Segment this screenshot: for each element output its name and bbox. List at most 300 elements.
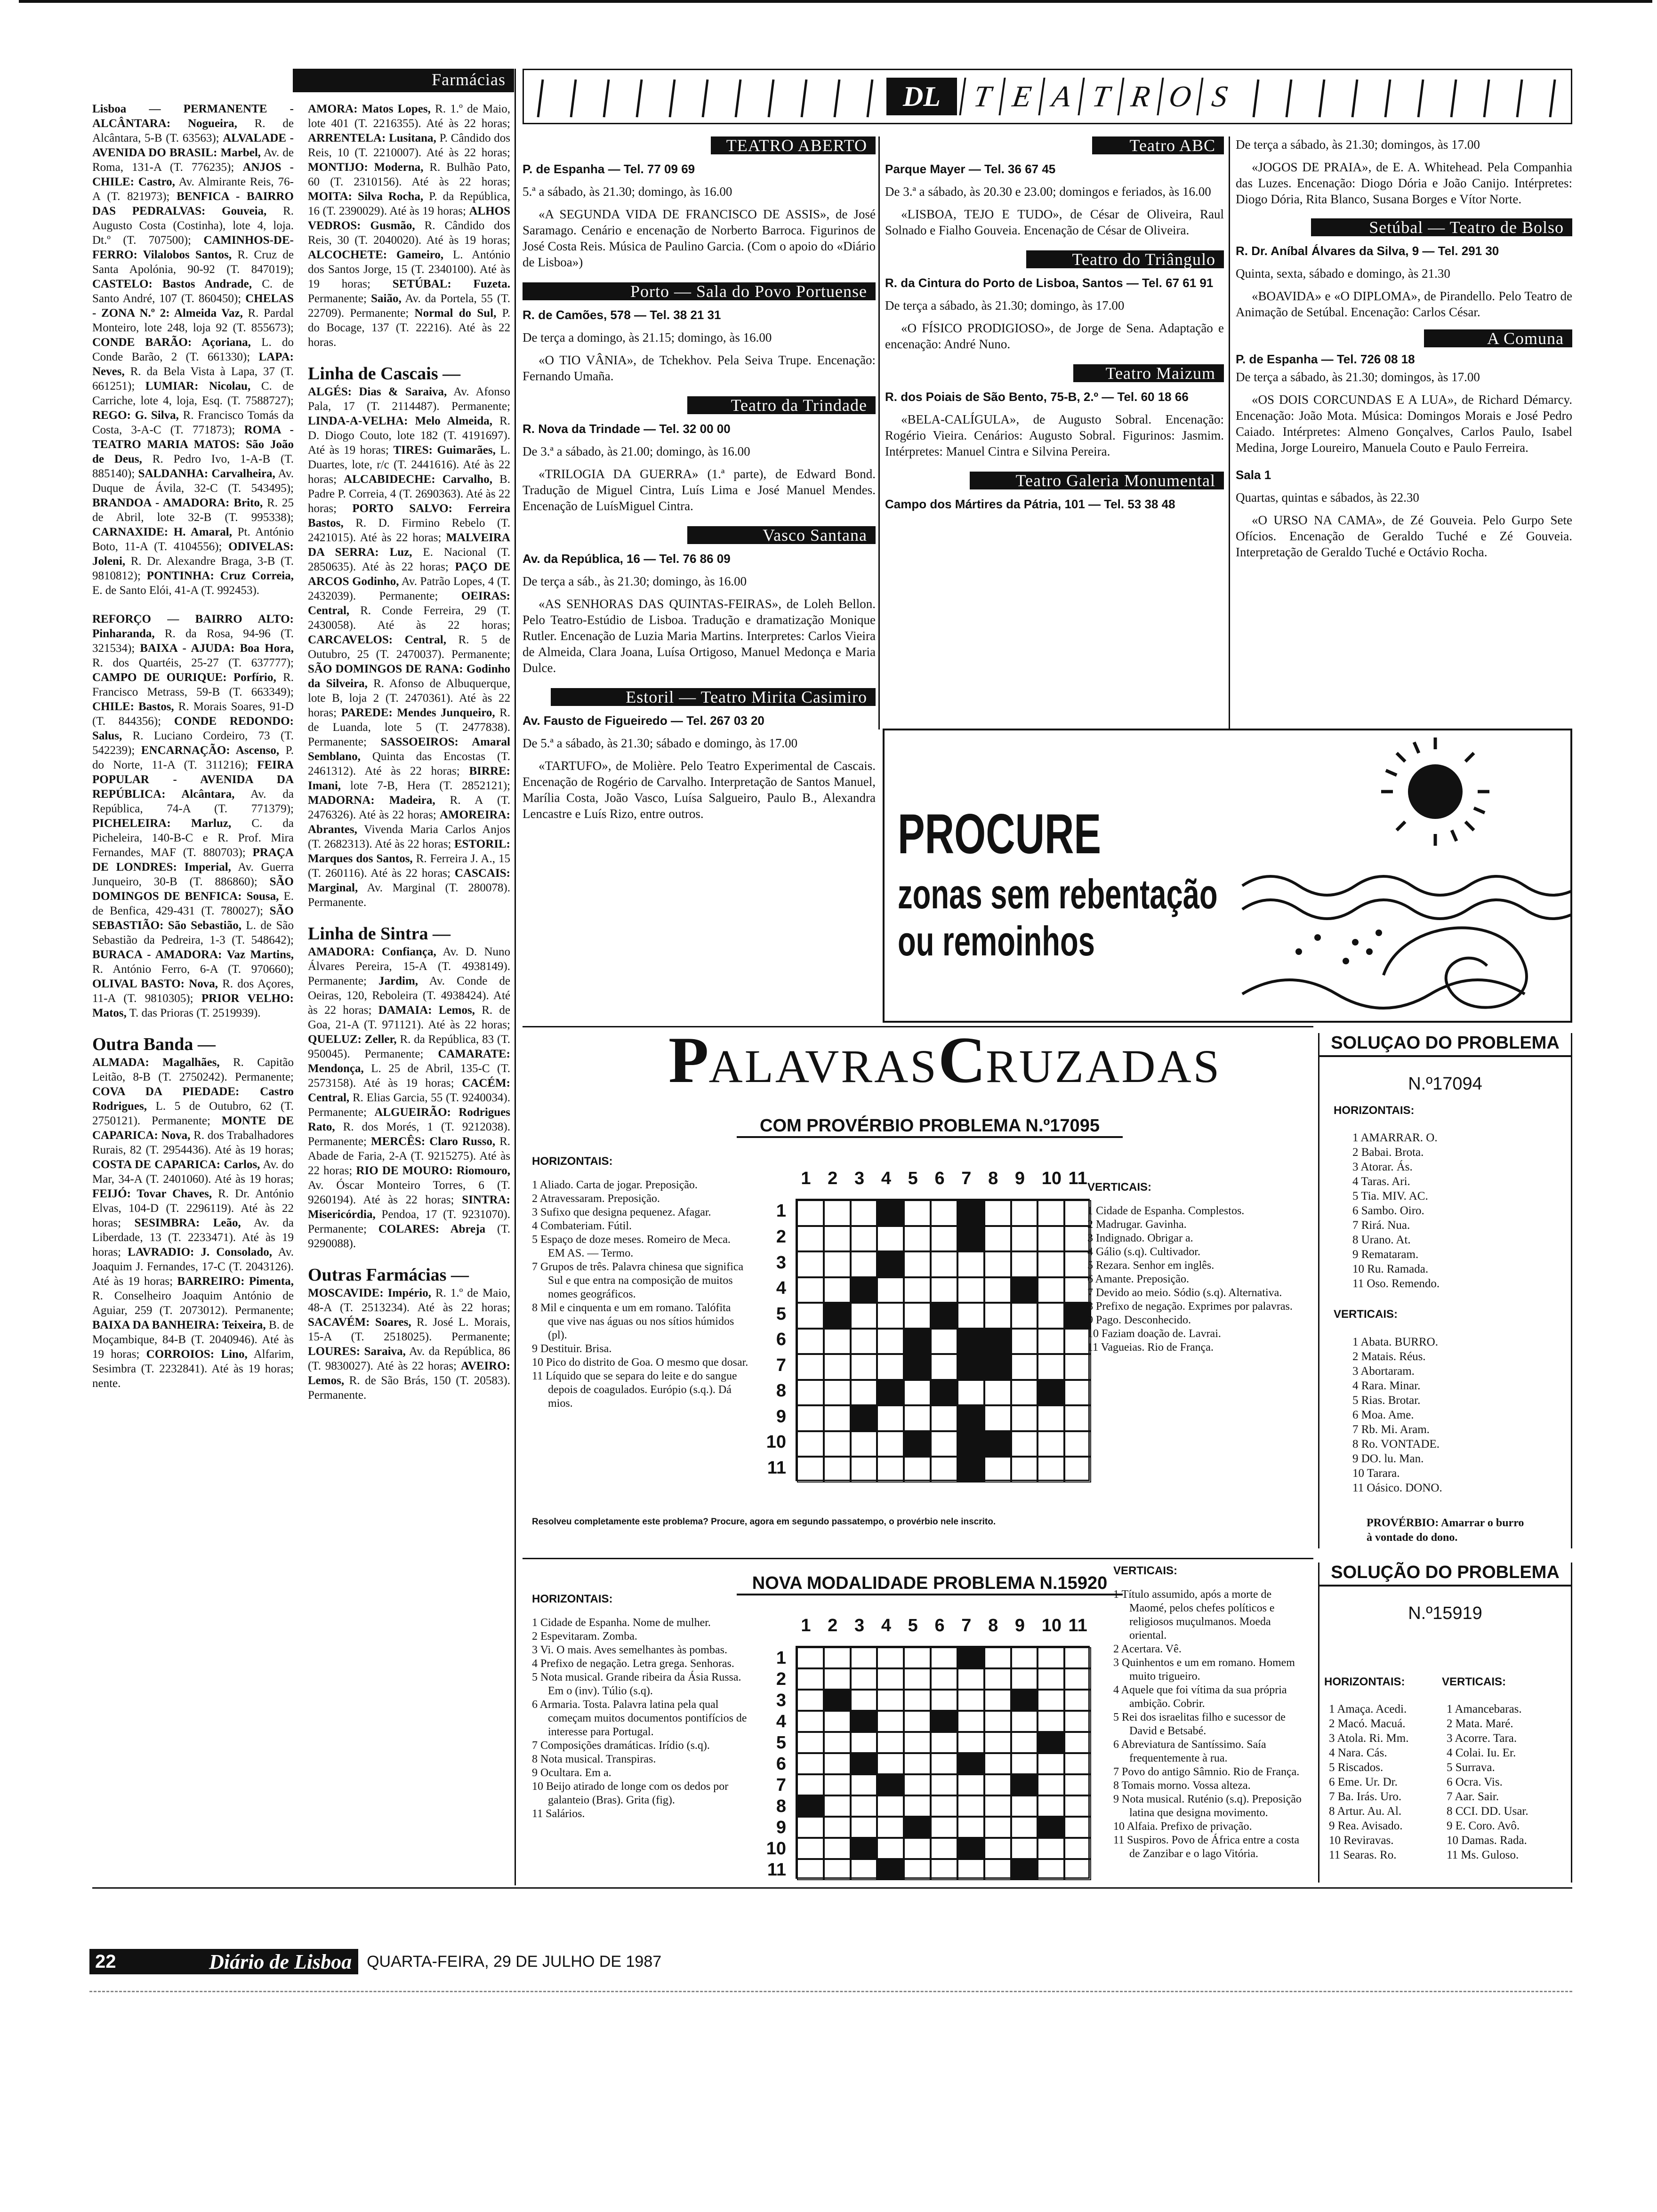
grid-cell[interactable] (1011, 1647, 1038, 1668)
grid-cell[interactable] (984, 1774, 1011, 1795)
grid-cell[interactable] (851, 1732, 877, 1753)
grid-black-square (1038, 1817, 1064, 1838)
grid-cell[interactable] (984, 1380, 1011, 1406)
cw2-h-list (532, 1616, 748, 1821)
grid-cell[interactable] (877, 1457, 904, 1483)
grid-cell[interactable] (877, 1329, 904, 1354)
cw2-v-clue: 2 Acertara. Vê. (1113, 1643, 1182, 1655)
theatre-block (885, 250, 1224, 352)
pharmacy-lisboa-details-2: Av. Almirante Reis, 76-A (T. 821973); (92, 176, 294, 203)
grid-cell[interactable] (931, 1200, 957, 1226)
grid-cell[interactable] (984, 1859, 1011, 1880)
grid-cell[interactable] (797, 1405, 824, 1431)
grid-cell[interactable] (984, 1753, 1011, 1774)
grid-cell[interactable] (824, 1457, 851, 1483)
comuna-sala-schedule: Quartas, quintas e sábados, às 22.30 (1236, 490, 1419, 505)
grid-cell[interactable] (1038, 1277, 1064, 1303)
grid-black-square (1011, 1277, 1038, 1303)
grid-cell[interactable] (797, 1329, 824, 1354)
grid-cell[interactable] (851, 1647, 877, 1668)
grid-cell[interactable] (851, 1431, 877, 1457)
col3-first-play: «JOGOS DE PRAIA», de E. A. Whitehead. Pela Companhia das Luzes. Encenação: Diogo Dória e João Canijo. Intérpretes: Diogo Dória, Rita Blanco, Susana Borges e Vítor Norte. (1236, 160, 1572, 206)
theatre-name-header: Teatro do Triângulo (1026, 250, 1224, 268)
grid-cell[interactable] (1038, 1668, 1064, 1690)
grid-cell[interactable] (851, 1251, 877, 1277)
grid-cell[interactable] (1064, 1859, 1091, 1880)
grid-cell[interactable] (1011, 1668, 1038, 1690)
grid-col-number: 2 (828, 1616, 838, 1635)
grid-cell[interactable] (984, 1668, 1011, 1690)
grid-cell[interactable] (904, 1753, 931, 1774)
cw2-grid[interactable] (796, 1646, 1090, 1879)
grid-cell[interactable] (797, 1711, 824, 1732)
theatre-block (885, 136, 1224, 238)
theatre-schedule: 5.ª a sábado, às 21.30; domingo, às 16.00 (523, 184, 732, 199)
grid-cell[interactable] (824, 1668, 851, 1690)
grid-cell[interactable] (904, 1405, 931, 1431)
grid-cell[interactable] (1011, 1329, 1038, 1354)
grid-cell[interactable] (1064, 1838, 1091, 1859)
grid-cell[interactable] (1038, 1457, 1064, 1483)
cw1-h-clue: 2 Atravessaram. Preposição. (532, 1193, 660, 1205)
grid-cell[interactable] (931, 1354, 957, 1380)
grid-cell[interactable] (1038, 1795, 1064, 1817)
grid-cell[interactable] (877, 1668, 904, 1690)
grid-cell[interactable] (931, 1859, 957, 1880)
grid-cell[interactable] (904, 1690, 931, 1711)
grid-cell[interactable] (957, 1732, 984, 1753)
solution2-number: N.º15919 (1408, 1603, 1482, 1623)
grid-cell[interactable] (1011, 1251, 1038, 1277)
grid-cell[interactable] (877, 1753, 904, 1774)
grid-cell[interactable] (984, 1817, 1011, 1838)
grid-cell[interactable] (1064, 1380, 1091, 1406)
grid-cell[interactable] (851, 1690, 877, 1711)
grid-cell[interactable] (1011, 1226, 1038, 1252)
farmacias-amora-list (308, 102, 510, 350)
banner-letter: A (1038, 78, 1083, 115)
grid-cell[interactable] (984, 1200, 1011, 1226)
grid-cell[interactable] (1011, 1732, 1038, 1753)
pharmacy-outra-banda-details-9: Alfarim, Sesimbra (T. 2232841). Até às 19 horas; nente. (92, 1348, 294, 1390)
solution2-v-item: 9 E. Coro. Avô. (1447, 1819, 1520, 1832)
grid-cell[interactable] (931, 1431, 957, 1457)
grid-cell[interactable] (984, 1647, 1011, 1668)
grid-cell[interactable] (1038, 1329, 1064, 1354)
solution1-v-item: 6 Moa. Ame. (1352, 1409, 1414, 1421)
pharmacy-outra-banda-name-9: CORROIOS: Lino, (146, 1348, 248, 1361)
grid-cell[interactable] (1011, 1817, 1038, 1838)
grid-cell[interactable] (931, 1774, 957, 1795)
grid-cell[interactable] (824, 1200, 851, 1226)
grid-cell[interactable] (904, 1380, 931, 1406)
grid-cell[interactable] (931, 1795, 957, 1817)
grid-cell[interactable] (1064, 1354, 1091, 1380)
solution1-v-item: 4 Rara. Minar. (1352, 1379, 1421, 1392)
grid-cell[interactable] (877, 1838, 904, 1859)
grid-black-square (984, 1329, 1011, 1354)
theatre-name-header: Teatro da Trindade (687, 396, 876, 414)
solution2-lists (1319, 1702, 1571, 1862)
pharmacy-reforco-details-1: R. dos Quartéis, 25-27 (T. 637777); (92, 657, 294, 669)
pharmacy-sintra-name-8: RIO DE MOURO: Riomouro, (356, 1164, 510, 1177)
pharmacy-outras-name-1: SACAVÉM: Soares, (308, 1316, 411, 1329)
grid-cell[interactable] (877, 1226, 904, 1252)
comuna-sala-play: «O URSO NA CAMA», de Zé Gouveia. Pelo Gurpo Sete Ofícios. Encenação de Geraldo Tuché e Zé Gouveia. Interpretação de Geraldo Tuché e Octávio Rocha. (1236, 513, 1572, 559)
solution2-h-item: 6 Eme. Ur. Dr. (1329, 1776, 1398, 1788)
grid-cell[interactable] (904, 1668, 931, 1690)
theatre-play: «TARTUFO», de Molière. Pelo Teatro Experimental de Cascais. Encenação de Rogério de Carvalho. Interpretação de Santos Manuel, Marília Costa, João Vasco, Luísa Salgueiro, Paulo B., Alexandra Lencastre e Luís Rizo, entre outros. (523, 759, 876, 821)
grid-cell[interactable] (851, 1795, 877, 1817)
grid-cell[interactable] (797, 1303, 824, 1329)
grid-cell[interactable] (984, 1251, 1011, 1277)
grid-cell[interactable] (824, 1838, 851, 1859)
grid-cell[interactable] (797, 1647, 824, 1668)
grid-cell[interactable] (984, 1690, 1011, 1711)
grid-cell[interactable] (851, 1380, 877, 1406)
grid-cell[interactable] (1011, 1753, 1038, 1774)
grid-cell[interactable] (931, 1647, 957, 1668)
pharmacy-lisboa-details-5: C. de Santo André, 107 (T. 860450); (92, 278, 294, 305)
grid-cell[interactable] (824, 1354, 851, 1380)
grid-cell[interactable] (851, 1354, 877, 1380)
grid-cell[interactable] (1038, 1405, 1064, 1431)
grid-col-number: 9 (1014, 1169, 1025, 1188)
cw1-v-clue: 6 Amante. Preposição. (1087, 1273, 1189, 1285)
grid-cell[interactable] (851, 1329, 877, 1354)
grid-cell[interactable] (877, 1354, 904, 1380)
grid-row-number: 3 (776, 1690, 786, 1710)
grid-cell[interactable] (984, 1303, 1011, 1329)
theatre-play: «AS SENHORAS DAS QUINTAS-FEIRAS», de Loleh Bellon. Pelo Teatro-Estúdio de Lisboa. Tradução e dramatização Monique Rutler. Encenação de Luzia Maria Martins. Interpretes: Carlos Vieira de Almeida, Clara Joana, Luísa Ortigoso, Manuel Medonça e Maria Dulce. (523, 597, 876, 675)
pharmacy-reforco-name-2: CAMPO DE OURIQUE: Porfírio, (92, 671, 276, 684)
banner-letter: E (998, 78, 1043, 115)
theatre-schedule: De 5.ª a sábado, às 21.30; sábado e domingo, às 17.00 (523, 736, 798, 750)
grid-cell[interactable] (931, 1838, 957, 1859)
grid-cell[interactable] (1011, 1354, 1038, 1380)
grid-cell[interactable] (877, 1405, 904, 1431)
grid-cell[interactable] (957, 1380, 984, 1406)
grid-cell[interactable] (1038, 1753, 1064, 1774)
grid-cell[interactable] (797, 1457, 824, 1483)
grid-cell[interactable] (1064, 1817, 1091, 1838)
grid-col-number: 5 (908, 1616, 918, 1635)
grid-cell[interactable] (824, 1859, 851, 1880)
theatre-address: Av. da República, 16 — Tel. 76 86 09 (523, 552, 731, 566)
solution1-h-item: 1 AMARRAR. O. (1352, 1131, 1438, 1144)
theatre-schedule: De 3.ª a sábado, às 21.00; domingo, às 16.00 (523, 444, 750, 458)
grid-cell[interactable] (957, 1277, 984, 1303)
solution2-v-item: 5 Surrava. (1447, 1761, 1495, 1774)
grid-cell[interactable] (984, 1277, 1011, 1303)
grid-cell[interactable] (877, 1303, 904, 1329)
crossword2-grid-area (758, 1616, 1134, 1879)
grid-cell[interactable] (957, 1795, 984, 1817)
grid-cell[interactable] (877, 1277, 904, 1303)
grid-cell[interactable] (984, 1226, 1011, 1252)
grid-cell[interactable] (1038, 1859, 1064, 1880)
grid-cell[interactable] (824, 1405, 851, 1431)
grid-cell[interactable] (877, 1817, 904, 1838)
pharmacy-amora-name-0: AMORA: Matos Lopes, (308, 103, 431, 115)
grid-cell[interactable] (904, 1838, 931, 1859)
logo-c: C (938, 1024, 986, 1097)
farmacias-sintra-list (308, 945, 510, 1251)
grid-cell[interactable] (931, 1329, 957, 1354)
grid-cell[interactable] (824, 1817, 851, 1838)
teatros-col1 (523, 136, 876, 1021)
grid-cell[interactable] (824, 1732, 851, 1753)
solution2-v-item: 6 Ocra. Vis. (1447, 1776, 1503, 1788)
grid-black-square (957, 1200, 984, 1226)
grid-col-number: 10 (1041, 1169, 1062, 1188)
grid-cell[interactable] (1064, 1457, 1091, 1483)
grid-cell[interactable] (957, 1690, 984, 1711)
grid-cell[interactable] (1038, 1838, 1064, 1859)
grid-cell[interactable] (904, 1303, 931, 1329)
grid-cell[interactable] (1064, 1405, 1091, 1431)
grid-cell[interactable] (931, 1405, 957, 1431)
grid-cell[interactable] (1038, 1200, 1064, 1226)
grid-cell[interactable] (984, 1405, 1011, 1431)
theatre-name-header: Teatro ABC (1092, 136, 1224, 154)
cw2-h-clue: 4 Prefixo de negação. Letra grega. Senhoras. (532, 1658, 734, 1670)
grid-cell[interactable] (1011, 1303, 1038, 1329)
grid-cell[interactable] (797, 1277, 824, 1303)
grid-cell[interactable] (1064, 1774, 1091, 1795)
grid-black-square (877, 1859, 904, 1880)
grid-cell[interactable] (931, 1817, 957, 1838)
solution1-h-item: 5 Tia. MIV. AC. (1352, 1190, 1428, 1202)
grid-cell[interactable] (1011, 1711, 1038, 1732)
grid-cell[interactable] (984, 1711, 1011, 1732)
pharmacy-outras-details-3: R. de São Brás, 150 (T. 20583). Permanente. (308, 1374, 510, 1402)
pharmacy-sintra-name-0: AMADORA: Confiança, (308, 946, 436, 958)
grid-cell[interactable] (851, 1817, 877, 1838)
teatros-banner (523, 69, 1572, 124)
grid-cell[interactable] (904, 1647, 931, 1668)
grid-cell[interactable] (797, 1732, 824, 1753)
grid-cell[interactable] (851, 1668, 877, 1690)
grid-cell[interactable] (1038, 1226, 1064, 1252)
cw1-v-clue: 5 Rezara. Senhor em inglês. (1087, 1259, 1215, 1272)
pharmacy-cascais-details-0: Av. Afonso Pala, 17 (T. 2114487). Permanente; (308, 385, 510, 413)
grid-cell[interactable] (824, 1251, 851, 1277)
theatre-name-header: Porto — Sala do Povo Portuense (523, 282, 876, 300)
grid-cell[interactable] (1038, 1711, 1064, 1732)
pharmacy-outra-banda-details-5: Av. da Liberdade, 13 (T. 2233471). Até às 19 horas; (92, 1217, 294, 1258)
grid-cell[interactable] (1064, 1795, 1091, 1817)
pharmacy-amora-details-0: R. 1.º de Maio, lote 401 (T. 2216355). Até às 22 horas; (308, 103, 510, 130)
solution2-v-item: 3 Acorre. Tara. (1447, 1732, 1517, 1745)
grid-cell[interactable] (1064, 1668, 1091, 1690)
grid-cell[interactable] (1038, 1647, 1064, 1668)
grid-cell[interactable] (797, 1774, 824, 1795)
grid-cell[interactable] (1064, 1431, 1091, 1457)
solution1-h-item: 11 Oso. Remendo. (1352, 1277, 1440, 1290)
grid-cell[interactable] (904, 1774, 931, 1795)
grid-cell[interactable] (984, 1732, 1011, 1753)
grid-cell[interactable] (931, 1251, 957, 1277)
grid-cell[interactable] (797, 1226, 824, 1252)
grid-cell[interactable] (1011, 1838, 1038, 1859)
grid-cell[interactable] (824, 1711, 851, 1732)
grid-cell[interactable] (797, 1817, 824, 1838)
grid-cell[interactable] (1064, 1647, 1091, 1668)
grid-cell[interactable] (931, 1668, 957, 1690)
grid-cell[interactable] (824, 1774, 851, 1795)
palavras-cruzadas-logo (668, 1024, 1222, 1113)
grid-cell[interactable] (904, 1457, 931, 1483)
grid-cell[interactable] (931, 1277, 957, 1303)
crossword2-horizontais (532, 1592, 748, 1821)
grid-cell[interactable] (957, 1303, 984, 1329)
pharmacy-lisboa-name-4: CAMINHOS-DE-FERRO: Vilalobos Santos, (92, 234, 294, 261)
cw2-v-clue: 7 Povo do antigo Sâmnio. Rio de França. (1113, 1766, 1300, 1778)
banner-letter: S (1196, 78, 1241, 115)
grid-cell[interactable] (904, 1251, 931, 1277)
grid-cell[interactable] (877, 1431, 904, 1457)
grid-cell[interactable] (824, 1226, 851, 1252)
grid-cell[interactable] (877, 1732, 904, 1753)
grid-cell[interactable] (984, 1795, 1011, 1817)
pharmacy-cascais-name-0: ALGÉS: Dias & Saraiva, (308, 385, 447, 398)
grid-cell[interactable] (1011, 1380, 1038, 1406)
grid-cell[interactable] (877, 1690, 904, 1711)
grid-col-number: 8 (988, 1616, 998, 1635)
grid-cell[interactable] (877, 1711, 904, 1732)
grid-cell[interactable] (797, 1859, 824, 1880)
solution1-h-item: 10 Ru. Ramada. (1352, 1263, 1429, 1275)
grid-cell[interactable] (931, 1753, 957, 1774)
pharmacy-outras-name-3: AVEIRO: Lemos, (308, 1360, 510, 1387)
grid-cell[interactable] (851, 1859, 877, 1880)
grid-cell[interactable] (1038, 1251, 1064, 1277)
grid-cell[interactable] (851, 1457, 877, 1483)
grid-cell[interactable] (1011, 1405, 1038, 1431)
pharmacy-reforco-details-5: P. do Norte, 11-A (T. 311216); (92, 744, 294, 771)
farmacias-outra-banda-list (92, 1055, 294, 1391)
grid-cell[interactable] (1064, 1711, 1091, 1732)
grid-cell[interactable] (851, 1303, 877, 1329)
grid-cell[interactable] (1011, 1457, 1038, 1483)
grid-cell[interactable] (931, 1690, 957, 1711)
grid-cell[interactable] (797, 1668, 824, 1690)
grid-cell[interactable] (904, 1711, 931, 1732)
cw1-grid[interactable] (796, 1199, 1090, 1481)
solution2-h-item: 2 Macó. Macuá. (1329, 1717, 1406, 1730)
grid-cell[interactable] (1011, 1200, 1038, 1226)
pharmacy-sintra-details-5: R. Elias Garcia, 55 (T. 9240034). Permanente; (308, 1091, 510, 1119)
farmacias-col1 (92, 102, 294, 1885)
teatros-col1-list (523, 136, 876, 822)
grid-cell[interactable] (824, 1380, 851, 1406)
grid-cell[interactable] (797, 1753, 824, 1774)
grid-row-number: 4 (776, 1278, 786, 1298)
grid-cell[interactable] (957, 1817, 984, 1838)
grid-cell[interactable] (904, 1859, 931, 1880)
grid-cell[interactable] (877, 1795, 904, 1817)
grid-cell[interactable] (1038, 1431, 1064, 1457)
grid-cell[interactable] (824, 1431, 851, 1457)
pharmacy-lisboa-details-1: Av. de Roma, 131-A (T. 776235); (92, 146, 294, 174)
grid-cell[interactable] (851, 1200, 877, 1226)
grid-black-square (957, 1329, 984, 1354)
grid-cell[interactable] (957, 1668, 984, 1690)
ad-line1: PROCURE (898, 802, 1102, 866)
grid-cell[interactable] (797, 1838, 824, 1859)
grid-cell[interactable] (931, 1226, 957, 1252)
grid-cell[interactable] (1038, 1354, 1064, 1380)
grid-cell[interactable] (1064, 1732, 1091, 1753)
pharmacy-cascais-name-12: BIRRE: Imani, (308, 765, 510, 792)
pharmacy-reforco-name-11: BURACA - AMADORA: Vaz Martins, (92, 948, 294, 961)
grid-black-square (877, 1251, 904, 1277)
grid-cell[interactable] (797, 1354, 824, 1380)
grid-cell[interactable] (797, 1690, 824, 1711)
theatre-play: «O FÍSICO PRODIGIOSO», de Jorge de Sena. Adaptação e encenação: André Nuno. (885, 321, 1224, 351)
grid-cell[interactable] (851, 1226, 877, 1252)
solution2-h-item: 4 Nara. Cás. (1329, 1747, 1387, 1759)
grid-cell[interactable] (797, 1380, 824, 1406)
grid-cell[interactable] (1064, 1690, 1091, 1711)
grid-cell[interactable] (851, 1774, 877, 1795)
grid-cell[interactable] (824, 1647, 851, 1668)
grid-cell[interactable] (957, 1711, 984, 1732)
grid-cell[interactable] (957, 1251, 984, 1277)
grid-cell[interactable] (904, 1277, 931, 1303)
grid-cell[interactable] (797, 1251, 824, 1277)
grid-cell[interactable] (904, 1226, 931, 1252)
theatre-schedule: De terça a sábado, às 21.30; domingo, às 17.00 (885, 298, 1125, 313)
grid-cell[interactable] (957, 1774, 984, 1795)
solution2-v-item: 11 Ms. Guloso. (1447, 1849, 1519, 1861)
crossword1-verticais (1087, 1180, 1299, 1354)
grid-col-number: 1 (801, 1169, 811, 1188)
grid-cell[interactable] (797, 1431, 824, 1457)
pharmacy-cascais-name-6: PAÇO DE ARCOS Godinho, (308, 561, 510, 588)
grid-cell[interactable] (904, 1732, 931, 1753)
grid-cell[interactable] (931, 1732, 957, 1753)
grid-cell[interactable] (1038, 1303, 1064, 1329)
pharmacy-lisboa-name-13: BRANDOA - AMADORA: Brito, (92, 497, 263, 509)
grid-cell[interactable] (1064, 1753, 1091, 1774)
solution2-h-item: 1 Amaça. Acedi. (1329, 1703, 1407, 1715)
grid-cell[interactable] (1011, 1795, 1038, 1817)
grid-cell[interactable] (931, 1457, 957, 1483)
grid-cell[interactable] (824, 1329, 851, 1354)
grid-cell[interactable] (984, 1457, 1011, 1483)
grid-cell[interactable] (904, 1795, 931, 1817)
grid-cell[interactable] (957, 1859, 984, 1880)
grid-cell[interactable] (824, 1795, 851, 1817)
sintra-title: Linha de Sintra — (308, 924, 451, 944)
grid-cell[interactable] (797, 1200, 824, 1226)
grid-cell[interactable] (1038, 1774, 1064, 1795)
grid-cell[interactable] (1038, 1690, 1064, 1711)
grid-cell[interactable] (824, 1277, 851, 1303)
farmacias-outras-list (308, 1286, 510, 1403)
crossword2 (523, 1558, 1313, 1887)
grid-cell[interactable] (877, 1647, 904, 1668)
grid-black-square (904, 1329, 931, 1354)
grid-cell[interactable] (1011, 1431, 1038, 1457)
grid-cell[interactable] (984, 1838, 1011, 1859)
grid-cell[interactable] (824, 1753, 851, 1774)
pharmacy-cascais-name-4: PORTO SALVO: Ferreira Bastos, (308, 502, 510, 529)
grid-cell[interactable] (904, 1200, 931, 1226)
banner-letter: T (959, 78, 1004, 115)
